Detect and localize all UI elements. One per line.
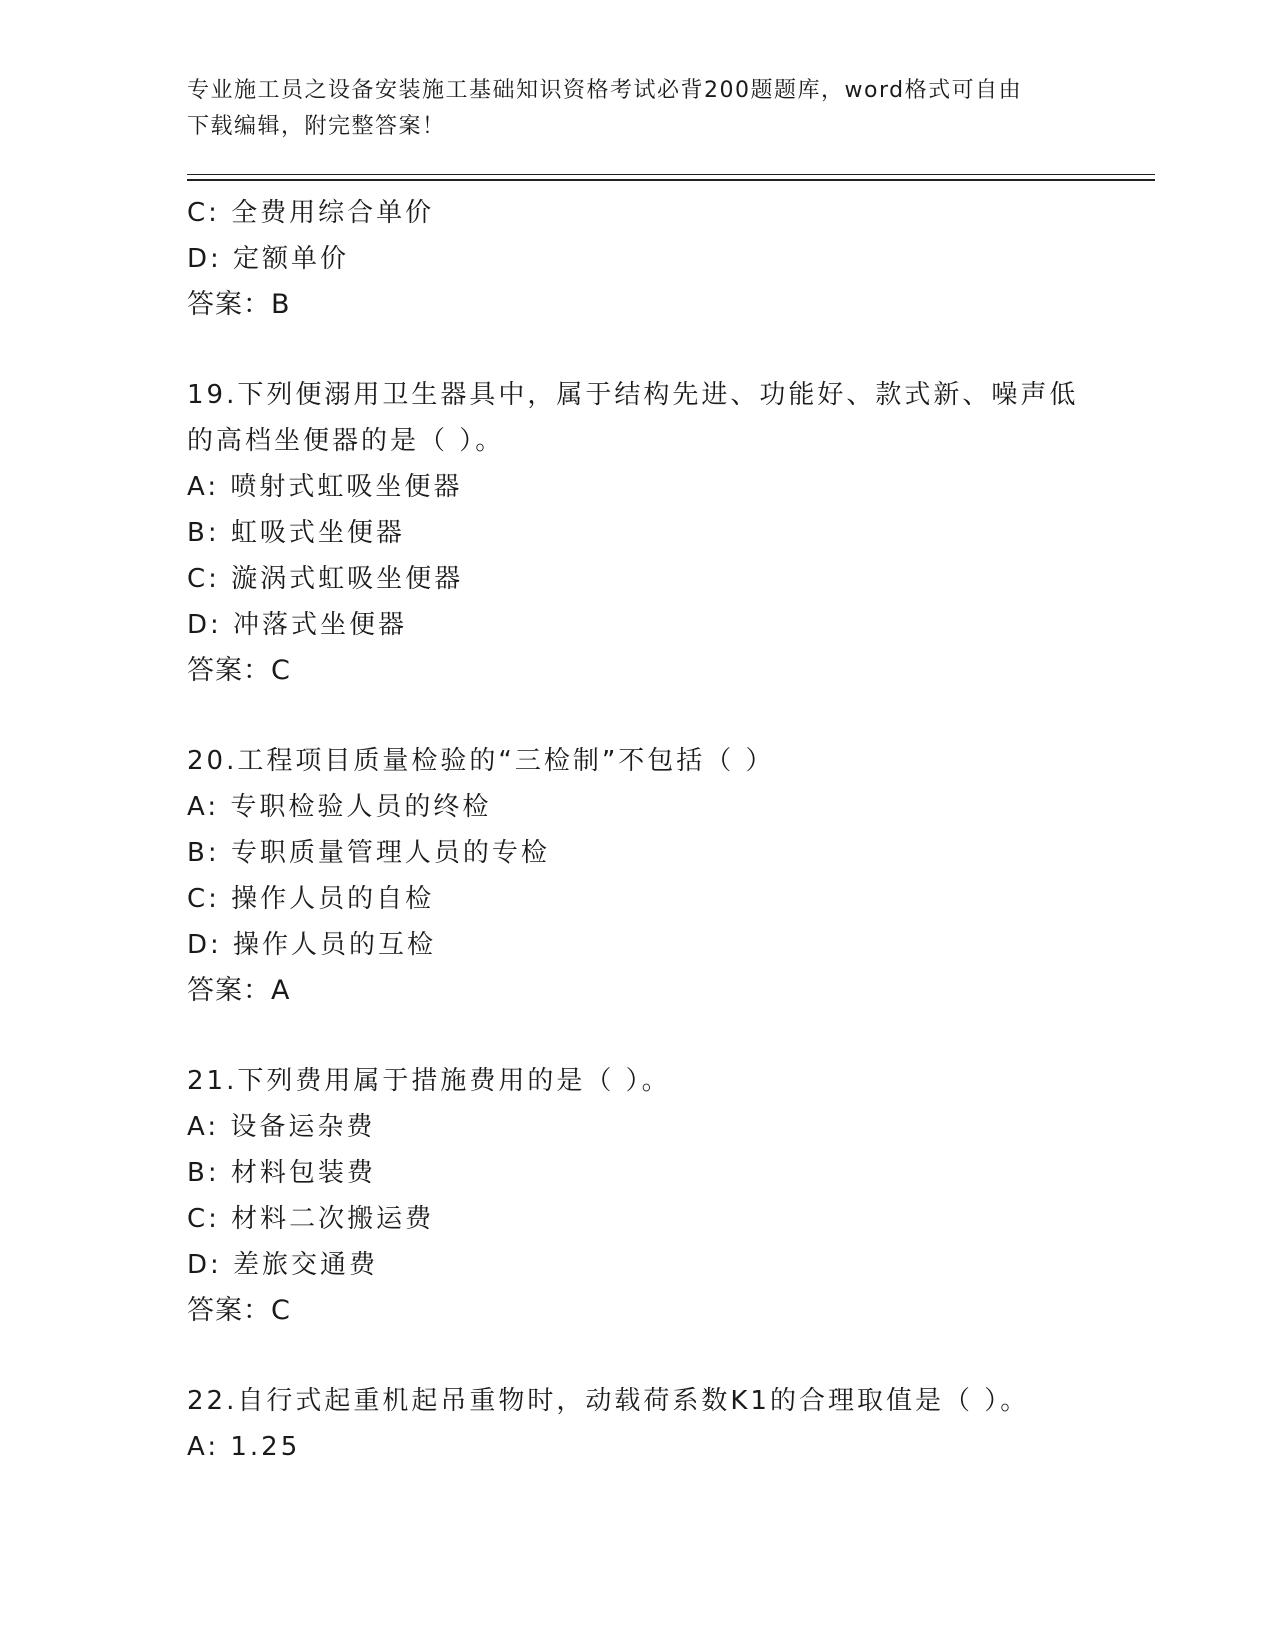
answer-label: 答案： [187,1295,271,1326]
option-d: D: 操作人员的互检 [187,930,437,960]
question-21 [187,1058,1147,1334]
option-c: C: 全费用综合单价 [187,198,435,228]
answer-value: C [271,655,291,686]
question-stem: 21.下列费用属于措施费用的是（ ）。 [187,1066,671,1096]
document-header: 专业施工员之设备安装施工基础知识资格考试必背200题题库，word格式可自由 下载编辑，附完整答案！ [187,78,1023,139]
option-a: A: 1.25 [187,1432,301,1462]
answer-line [187,1288,1147,1334]
option-b: B: 专职质量管理人员的专检 [187,838,550,868]
question-list [187,190,1147,1470]
question-stem: 19.下列便溺用卫生器具中，属于结构先进、功能好、款式新、噪声低 [187,380,1079,410]
option-c: C: 漩涡式虹吸坐便器 [187,564,464,594]
answer-label: 答案： [187,975,271,1006]
option-a: A: 设备运杂费 [187,1112,376,1142]
question-stem: 的高档坐便器的是（ ）。 [187,426,505,456]
answer-line [187,968,1147,1014]
answer-label: 答案： [187,289,271,320]
option-d: D: 定额单价 [187,244,350,274]
header-rule-bottom [187,179,1155,181]
question-22 [187,1378,1147,1470]
question-stem: 20.工程项目质量检验的“三检制”不包括（ ） [187,746,775,776]
option-d: D: 冲落式坐便器 [187,610,408,640]
option-c: C: 材料二次搬运费 [187,1204,435,1234]
option-b: B: 虹吸式坐便器 [187,518,405,548]
option-b: B: 材料包装费 [187,1158,376,1188]
carryover-block [187,190,1147,328]
answer-label: 答案： [187,655,271,686]
question-19 [187,372,1147,694]
header-rule-top [187,174,1155,175]
question-20 [187,738,1147,1014]
answer-value: C [271,1295,291,1326]
option-d: D: 差旅交通费 [187,1250,379,1280]
option-c: C: 操作人员的自检 [187,884,435,914]
answer-value: A [271,975,291,1006]
answer-line [187,648,1147,694]
answer-line [187,282,1147,328]
answer-value: B [271,289,291,320]
question-stem: 22.自行式起重机起吊重物时，动载荷系数K1的合理取值是（ ）。 [187,1386,1030,1416]
option-a: A: 喷射式虹吸坐便器 [187,472,463,502]
option-a: A: 专职检验人员的终检 [187,792,492,822]
